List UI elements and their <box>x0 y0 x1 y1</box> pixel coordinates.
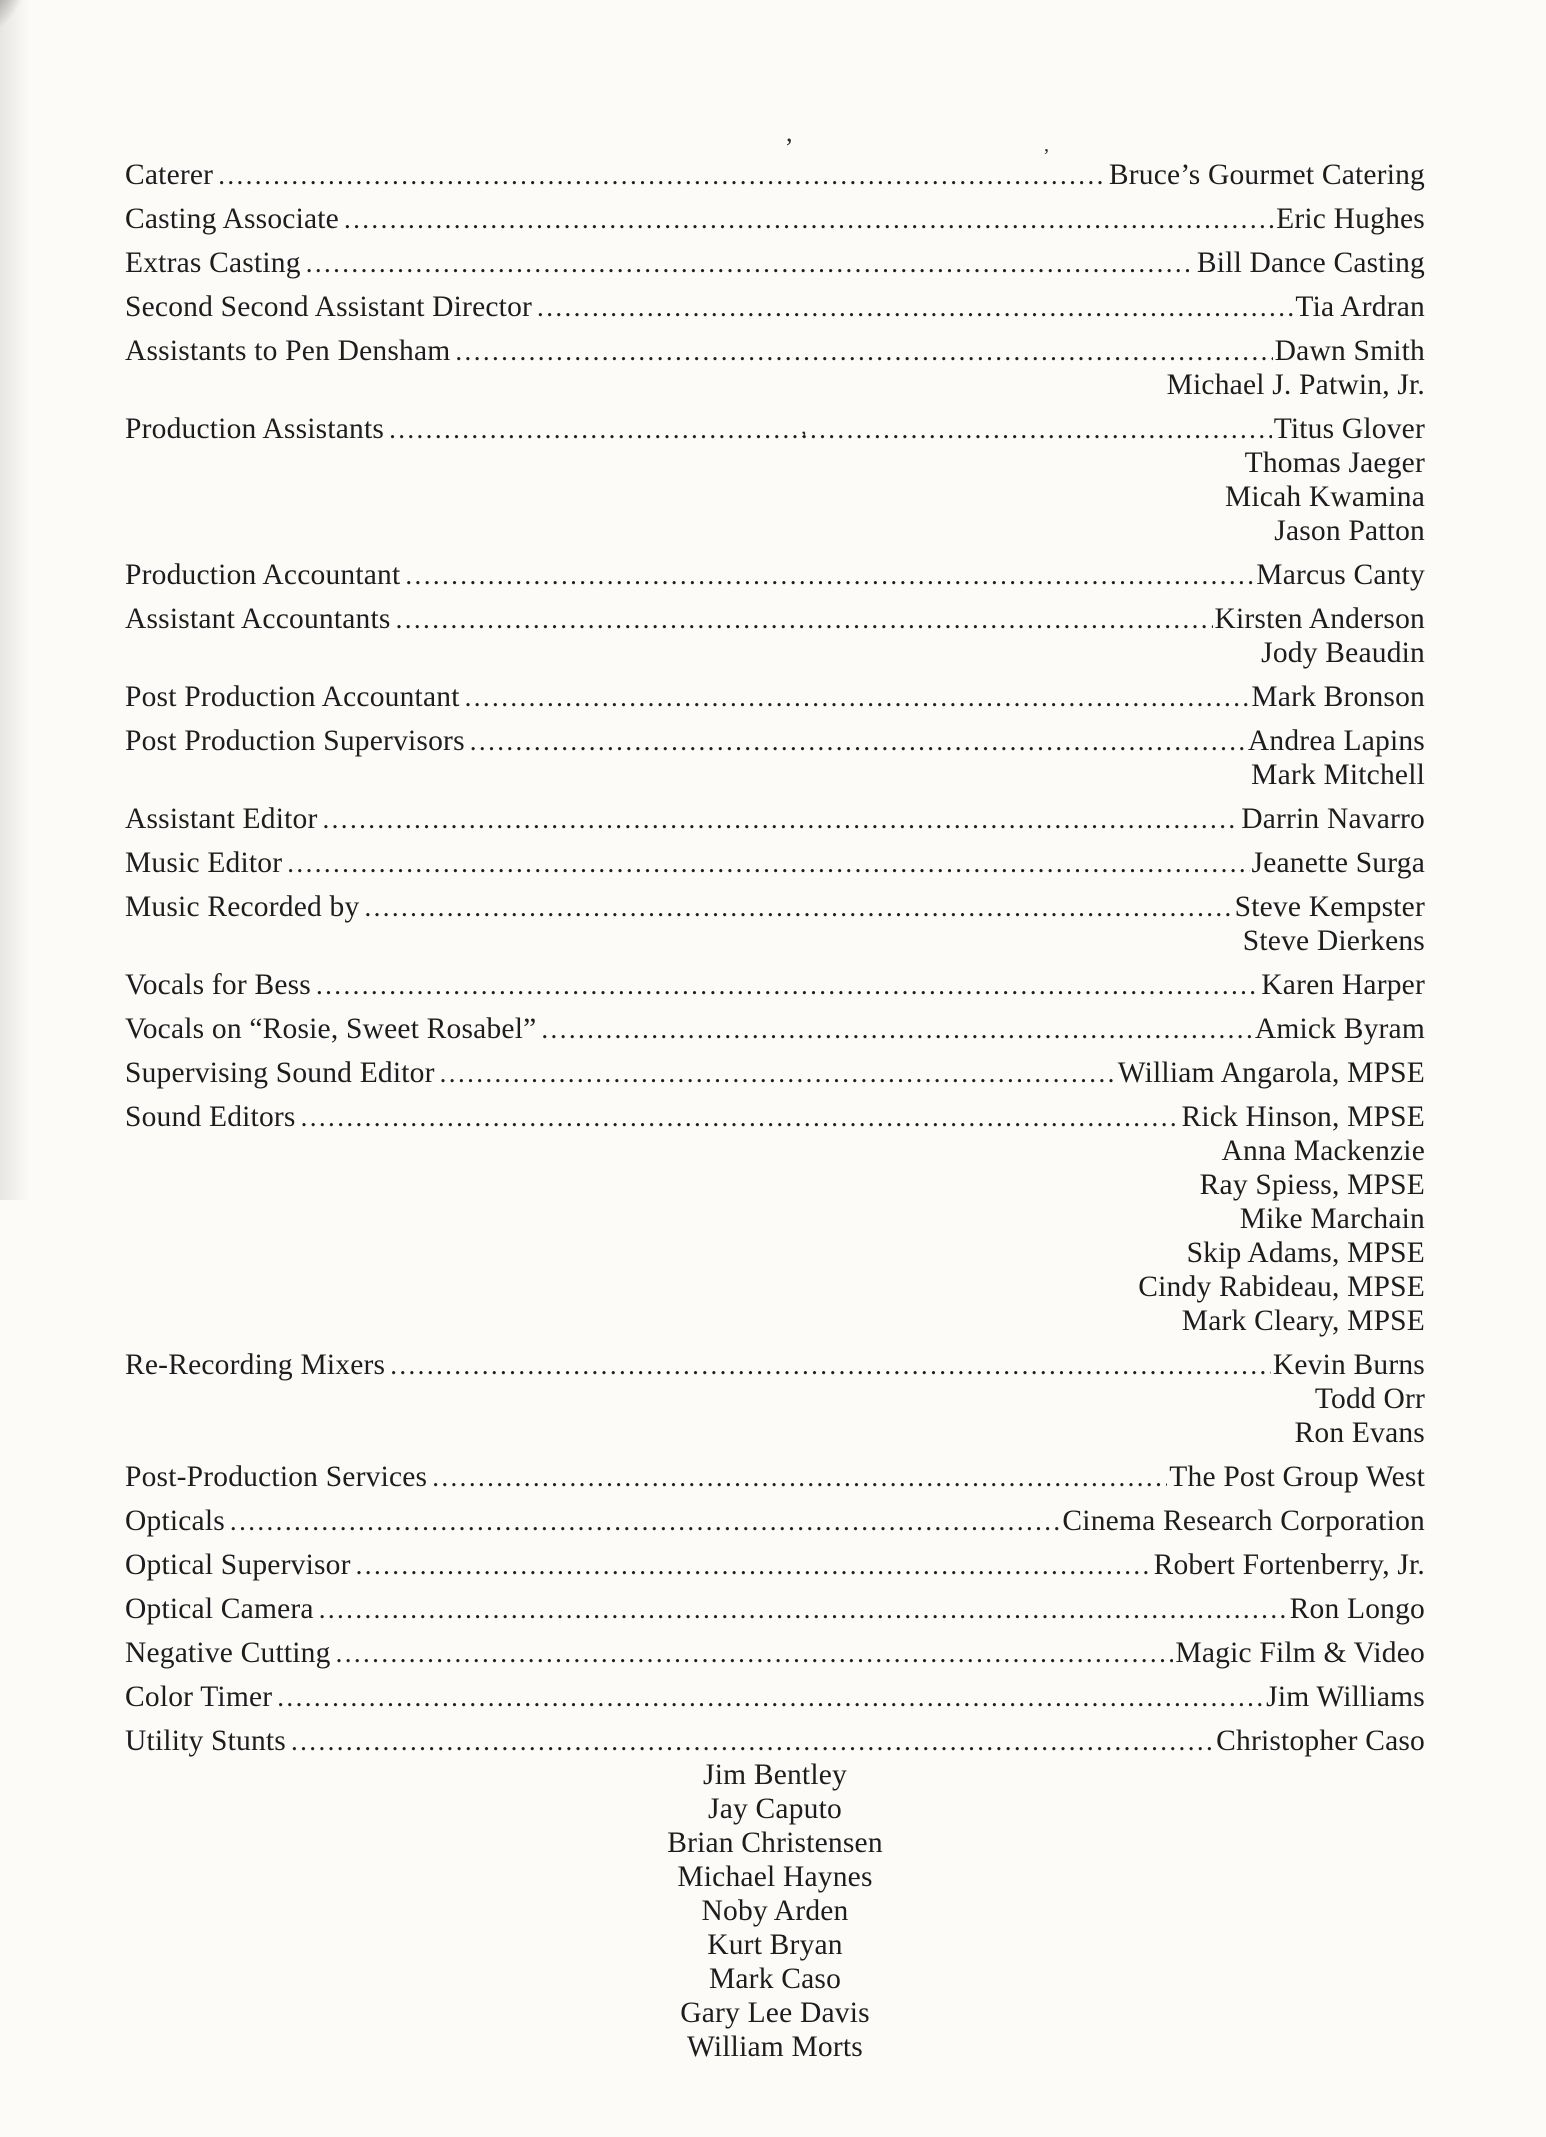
credit-name: Magic Film & Video <box>1175 1637 1425 1669</box>
credit-continuation-name: Anna Mackenzie <box>1221 1135 1425 1167</box>
credit-continuation-name: Jim Bentley <box>703 1759 847 1791</box>
credit-continuation-name: Ron Evans <box>1294 1417 1425 1449</box>
credit-name: William Angarola, MPSE <box>1117 1057 1425 1089</box>
credit-continuation-name: Brian Christensen <box>667 1827 883 1859</box>
credit-entry <box>125 1504 1425 1538</box>
dot-leader <box>218 158 1107 192</box>
credit-name: Eric Hughes <box>1276 203 1425 235</box>
credit-entry <box>125 334 1425 402</box>
credit-name: Bruce’s Gourmet Catering <box>1108 159 1425 191</box>
credit-name: Marcus Canty <box>1256 559 1425 591</box>
credit-row <box>125 1636 1425 1670</box>
credit-entry <box>125 202 1425 236</box>
credit-name: Ron Longo <box>1289 1593 1425 1625</box>
credit-entry <box>125 602 1425 670</box>
credit-name: Steve Kempster <box>1234 891 1425 923</box>
credit-role-label: Vocals for Bess <box>125 969 311 1001</box>
credit-continuation-name: William Morts <box>687 2031 863 2063</box>
credit-entry <box>125 290 1425 324</box>
credit-continuation-name: Mike Marchain <box>1239 1203 1425 1235</box>
credit-name: Cinema Research Corporation <box>1062 1505 1425 1537</box>
credit-entry <box>125 558 1425 592</box>
credit-name: Bill Dance Casting <box>1196 247 1425 279</box>
credit-continuation-name: Jason Patton <box>1274 515 1425 547</box>
credit-row <box>125 1348 1425 1382</box>
credit-role-label: Music Recorded by <box>125 891 360 923</box>
credit-role-label: Post-Production Services <box>125 1461 428 1493</box>
credit-row <box>125 680 1425 714</box>
credit-entry <box>125 1592 1425 1626</box>
credit-row <box>125 1724 1425 1758</box>
credit-name: Darrin Navarro <box>1241 803 1425 835</box>
credit-entry <box>125 1724 1425 2064</box>
dot-leader <box>537 290 1293 324</box>
dot-leader <box>306 246 1195 280</box>
credit-entry <box>125 1460 1425 1494</box>
credit-role-label: Assistant Editor <box>125 803 318 835</box>
credit-name: Andrea Lapins <box>1247 725 1425 757</box>
credit-row <box>125 846 1425 880</box>
scan-speck: , <box>786 118 793 147</box>
dot-leader <box>470 724 1246 758</box>
credit-row <box>125 334 1425 368</box>
credit-row <box>125 202 1425 236</box>
credit-row <box>125 968 1425 1002</box>
credit-name: Rick Hinson, MPSE <box>1181 1101 1425 1133</box>
credit-entry <box>125 802 1425 836</box>
dot-leader <box>405 558 1254 592</box>
credit-role-label: Assistant Accountants <box>125 603 391 635</box>
credit-entry <box>125 246 1425 280</box>
credit-entry <box>125 1012 1425 1046</box>
credit-entry <box>125 890 1425 958</box>
dot-leader <box>336 1636 1174 1670</box>
dot-leader <box>323 802 1240 836</box>
credit-role-label: Re-Recording Mixers <box>125 1349 386 1381</box>
credit-row <box>125 158 1425 192</box>
credits-list <box>125 158 1425 2064</box>
credit-role-label: Extras Casting <box>125 247 301 279</box>
credit-name: Jim Williams <box>1266 1681 1425 1713</box>
credit-row <box>125 724 1425 758</box>
credit-row <box>125 1056 1425 1090</box>
credit-name: Tia Ardran <box>1295 291 1425 323</box>
credit-continuation-name: Cindy Rabideau, MPSE <box>1138 1271 1425 1303</box>
credit-row <box>125 558 1425 592</box>
credit-row <box>125 1504 1425 1538</box>
credit-row <box>125 1100 1425 1134</box>
dot-leader <box>316 968 1259 1002</box>
dot-leader <box>364 890 1232 924</box>
credit-role-label: Post Production Supervisors <box>125 725 465 757</box>
credit-role-label: Production Accountant <box>125 559 401 591</box>
credit-entry <box>125 680 1425 714</box>
credit-continuation-name: Thomas Jaeger <box>1244 447 1425 479</box>
credit-row <box>125 890 1425 924</box>
scan-speck: ’ <box>1043 145 1050 167</box>
credit-row <box>125 1680 1425 1714</box>
credit-continuation-name: Jody Beaudin <box>1261 637 1425 669</box>
credit-name: Dawn Smith <box>1274 335 1425 367</box>
credit-name: The Post Group West <box>1169 1461 1425 1493</box>
credit-role-label: Post Production Accountant <box>125 681 460 713</box>
credit-name: Karen Harper <box>1261 969 1425 1001</box>
credit-continuation-name: Michael J. Patwin, Jr. <box>1166 369 1425 401</box>
credit-continuation-name: Skip Adams, MPSE <box>1186 1237 1425 1269</box>
dot-leader <box>356 1548 1152 1582</box>
credit-entry <box>125 724 1425 792</box>
credit-role-label: Sound Editors <box>125 1101 296 1133</box>
credit-entry <box>125 968 1425 1002</box>
scan-corner-smudge <box>0 0 120 160</box>
scan-speck: ’ <box>800 426 808 451</box>
credit-continuation-name: Steve Dierkens <box>1242 925 1425 957</box>
dot-leader <box>277 1680 1264 1714</box>
credit-role-label: Assistants to Pen Densham <box>125 335 451 367</box>
dot-leader <box>319 1592 1288 1626</box>
scan-left-edge-shadow <box>0 0 30 1200</box>
credit-name: Christopher Caso <box>1216 1725 1425 1757</box>
credit-row <box>125 290 1425 324</box>
credit-role-label: Optical Camera <box>125 1593 314 1625</box>
credit-row <box>125 412 1425 446</box>
credit-name: Amick Byram <box>1254 1013 1425 1045</box>
credit-continuation-name: Noby Arden <box>701 1895 849 1927</box>
credit-continuation-name: Mark Caso <box>708 1963 842 1995</box>
credit-role-label: Casting Associate <box>125 203 339 235</box>
dot-leader <box>291 1724 1214 1758</box>
credit-role-label: Supervising Sound Editor <box>125 1057 435 1089</box>
dot-leader <box>230 1504 1061 1538</box>
dot-leader <box>432 1460 1167 1494</box>
credit-name: Robert Fortenberry, Jr. <box>1153 1549 1425 1581</box>
credit-role-label: Vocals on “Rosie, Sweet Rosabel” <box>125 1013 537 1045</box>
dot-leader <box>465 680 1250 714</box>
credit-row <box>125 246 1425 280</box>
credit-role-label: Negative Cutting <box>125 1637 331 1669</box>
credit-role-label: Utility Stunts <box>125 1725 286 1757</box>
credit-continuation-name: Mark Mitchell <box>1251 759 1425 791</box>
credit-entry <box>125 412 1425 548</box>
dot-leader <box>440 1056 1116 1090</box>
credit-entry <box>125 1636 1425 1670</box>
dot-leader <box>389 412 1272 446</box>
credit-row <box>125 802 1425 836</box>
credit-row <box>125 1548 1425 1582</box>
credit-role-label: Optical Supervisor <box>125 1549 351 1581</box>
credit-continuation-name: Jay Caputo <box>708 1793 842 1825</box>
credit-continuation-name: Todd Orr <box>1314 1383 1425 1415</box>
credit-role-label: Opticals <box>125 1505 225 1537</box>
credit-continuation-name: Kurt Bryan <box>707 1929 843 1961</box>
credit-row <box>125 602 1425 636</box>
credit-continuation-name: Michael Haynes <box>677 1861 873 1893</box>
credit-name: Titus Glover <box>1273 413 1425 445</box>
credit-role-label: Production Assistants <box>125 413 385 445</box>
dot-leader <box>390 1348 1271 1382</box>
credit-role-label: Color Timer <box>125 1681 273 1713</box>
credit-continuation-name: Ray Spiess, MPSE <box>1199 1169 1425 1201</box>
credit-entry <box>125 846 1425 880</box>
credit-continuation-name: Gary Lee Davis <box>680 1997 870 2029</box>
dot-leader <box>287 846 1249 880</box>
credit-row <box>125 1592 1425 1626</box>
credit-entry <box>125 1680 1425 1714</box>
credit-entry <box>125 1056 1425 1090</box>
credit-continuation-name: Mark Cleary, MPSE <box>1181 1305 1425 1337</box>
dot-leader <box>344 202 1274 236</box>
dot-leader <box>541 1012 1252 1046</box>
credit-role-label: Music Editor <box>125 847 283 879</box>
credit-entry <box>125 1348 1425 1450</box>
credit-name: Kevin Burns <box>1272 1349 1425 1381</box>
dot-leader <box>301 1100 1180 1134</box>
credit-name: Jeanette Surga <box>1251 847 1425 879</box>
credit-role-label: Caterer <box>125 159 214 191</box>
credit-row <box>125 1012 1425 1046</box>
credit-continuation-name: Micah Kwamina <box>1224 481 1425 513</box>
credit-row <box>125 1460 1425 1494</box>
credit-entry <box>125 1100 1425 1338</box>
credit-name: Kirsten Anderson <box>1214 603 1425 635</box>
credit-entry <box>125 1548 1425 1582</box>
credit-name: Mark Bronson <box>1251 681 1425 713</box>
credit-role-label: Second Second Assistant Director <box>125 291 533 323</box>
dot-leader <box>455 334 1272 368</box>
credit-entry <box>125 158 1425 192</box>
dot-leader <box>396 602 1213 636</box>
